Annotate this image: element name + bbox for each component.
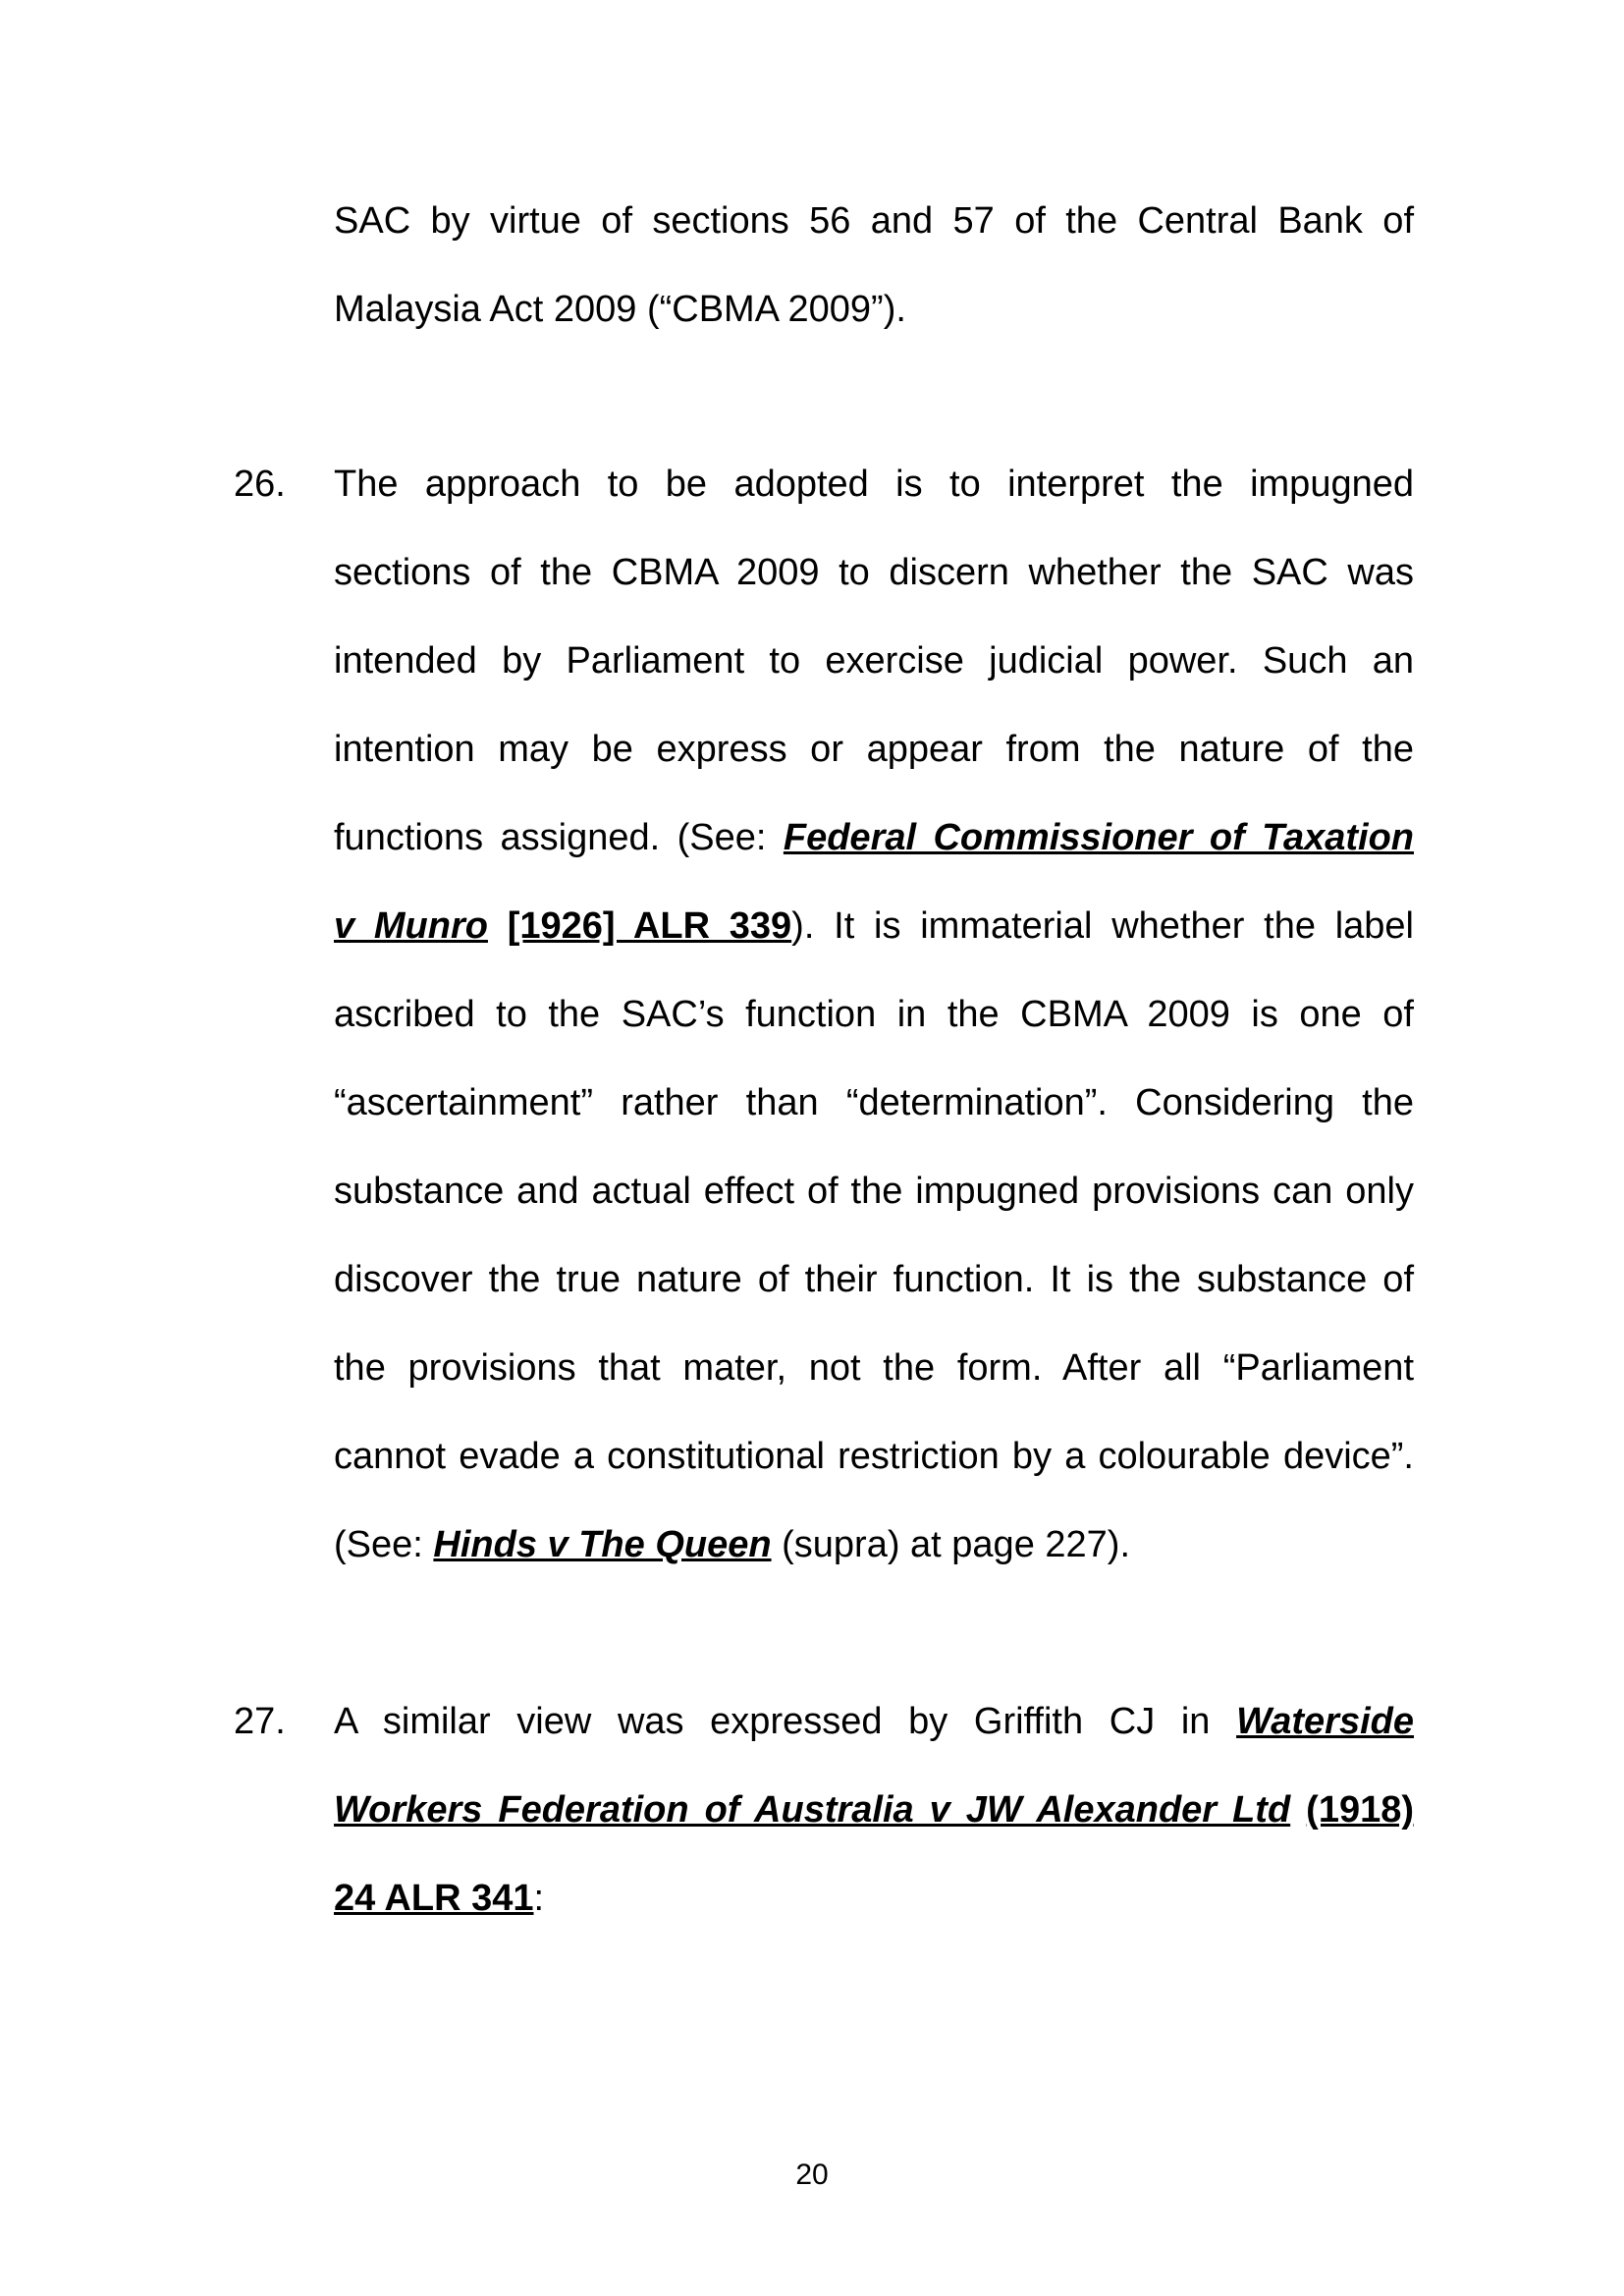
para-line: the provisions that mater, not the form. After all “Parliament	[334, 1347, 1414, 1389]
case-citation-waterside: Waterside	[1236, 1701, 1414, 1742]
para-line	[334, 882, 1414, 970]
para-line: sections of the CBMA 2009 to discern whether the SAC was	[334, 552, 1414, 593]
para-line: substance and actual effect of the impugned provisions can only	[334, 1171, 1414, 1212]
para-line: ascribed to the SAC’s function in the CBMA 2009 is one of	[334, 994, 1414, 1035]
case-citation-hinds-v-the-queen: Hinds v The Queen	[433, 1524, 772, 1565]
para-text: (supra) at page 227).	[771, 1524, 1130, 1565]
paragraph-26-number: 26.	[234, 464, 286, 505]
case-reference-1918: (1918)	[1306, 1789, 1415, 1831]
para-line: SAC by virtue of sections 56 and 57 of the Central Bank of	[334, 200, 1414, 242]
case-citation-v-munro: v Munro	[334, 905, 488, 947]
para-line	[334, 793, 1414, 882]
para-text: :	[533, 1878, 545, 1919]
para-text: functions assigned. (See:	[334, 817, 784, 858]
case-reference-alr-339: [1926] ALR 339	[507, 905, 792, 947]
para-text: ). It is immaterial whether the label	[791, 905, 1414, 947]
para-line: cannot evade a constitutional restriction by a colourable device”.	[334, 1436, 1414, 1477]
para-line	[334, 1501, 1414, 1589]
case-citation-federal-commissioner: Federal Commissioner of Taxation	[783, 817, 1414, 858]
para-text: A similar view was expressed by Griffith CJ in	[334, 1701, 1237, 1742]
para-text: (See:	[334, 1524, 434, 1565]
case-citation-workers-federation: Workers Federation of Australia v JW Alexander Ltd	[334, 1789, 1291, 1831]
para-line: intention may be express or appear from the nature of the	[334, 729, 1414, 770]
paragraph-26	[334, 440, 1414, 1589]
para-line	[334, 1854, 1414, 1942]
para-line: Malaysia Act 2009 (“CBMA 2009”).	[334, 289, 906, 330]
case-reference-alr-341: 24 ALR 341	[334, 1878, 534, 1919]
para-line: The approach to be adopted is to interpret the impugned	[334, 464, 1414, 505]
para-line: discover the true nature of their function. It is the substance of	[334, 1259, 1414, 1300]
paragraph-27-number: 27.	[234, 1701, 286, 1742]
para-line: intended by Parliament to exercise judicial power. Such an	[334, 640, 1414, 682]
paragraph-25-continuation	[334, 177, 1414, 354]
paragraph-27	[334, 1677, 1414, 1942]
para-line	[334, 1766, 1414, 1854]
para-line	[334, 1677, 1414, 1766]
page-number: 20	[795, 2159, 829, 2191]
para-line: “ascertainment” rather than “determination”. Considering the	[334, 1082, 1414, 1123]
